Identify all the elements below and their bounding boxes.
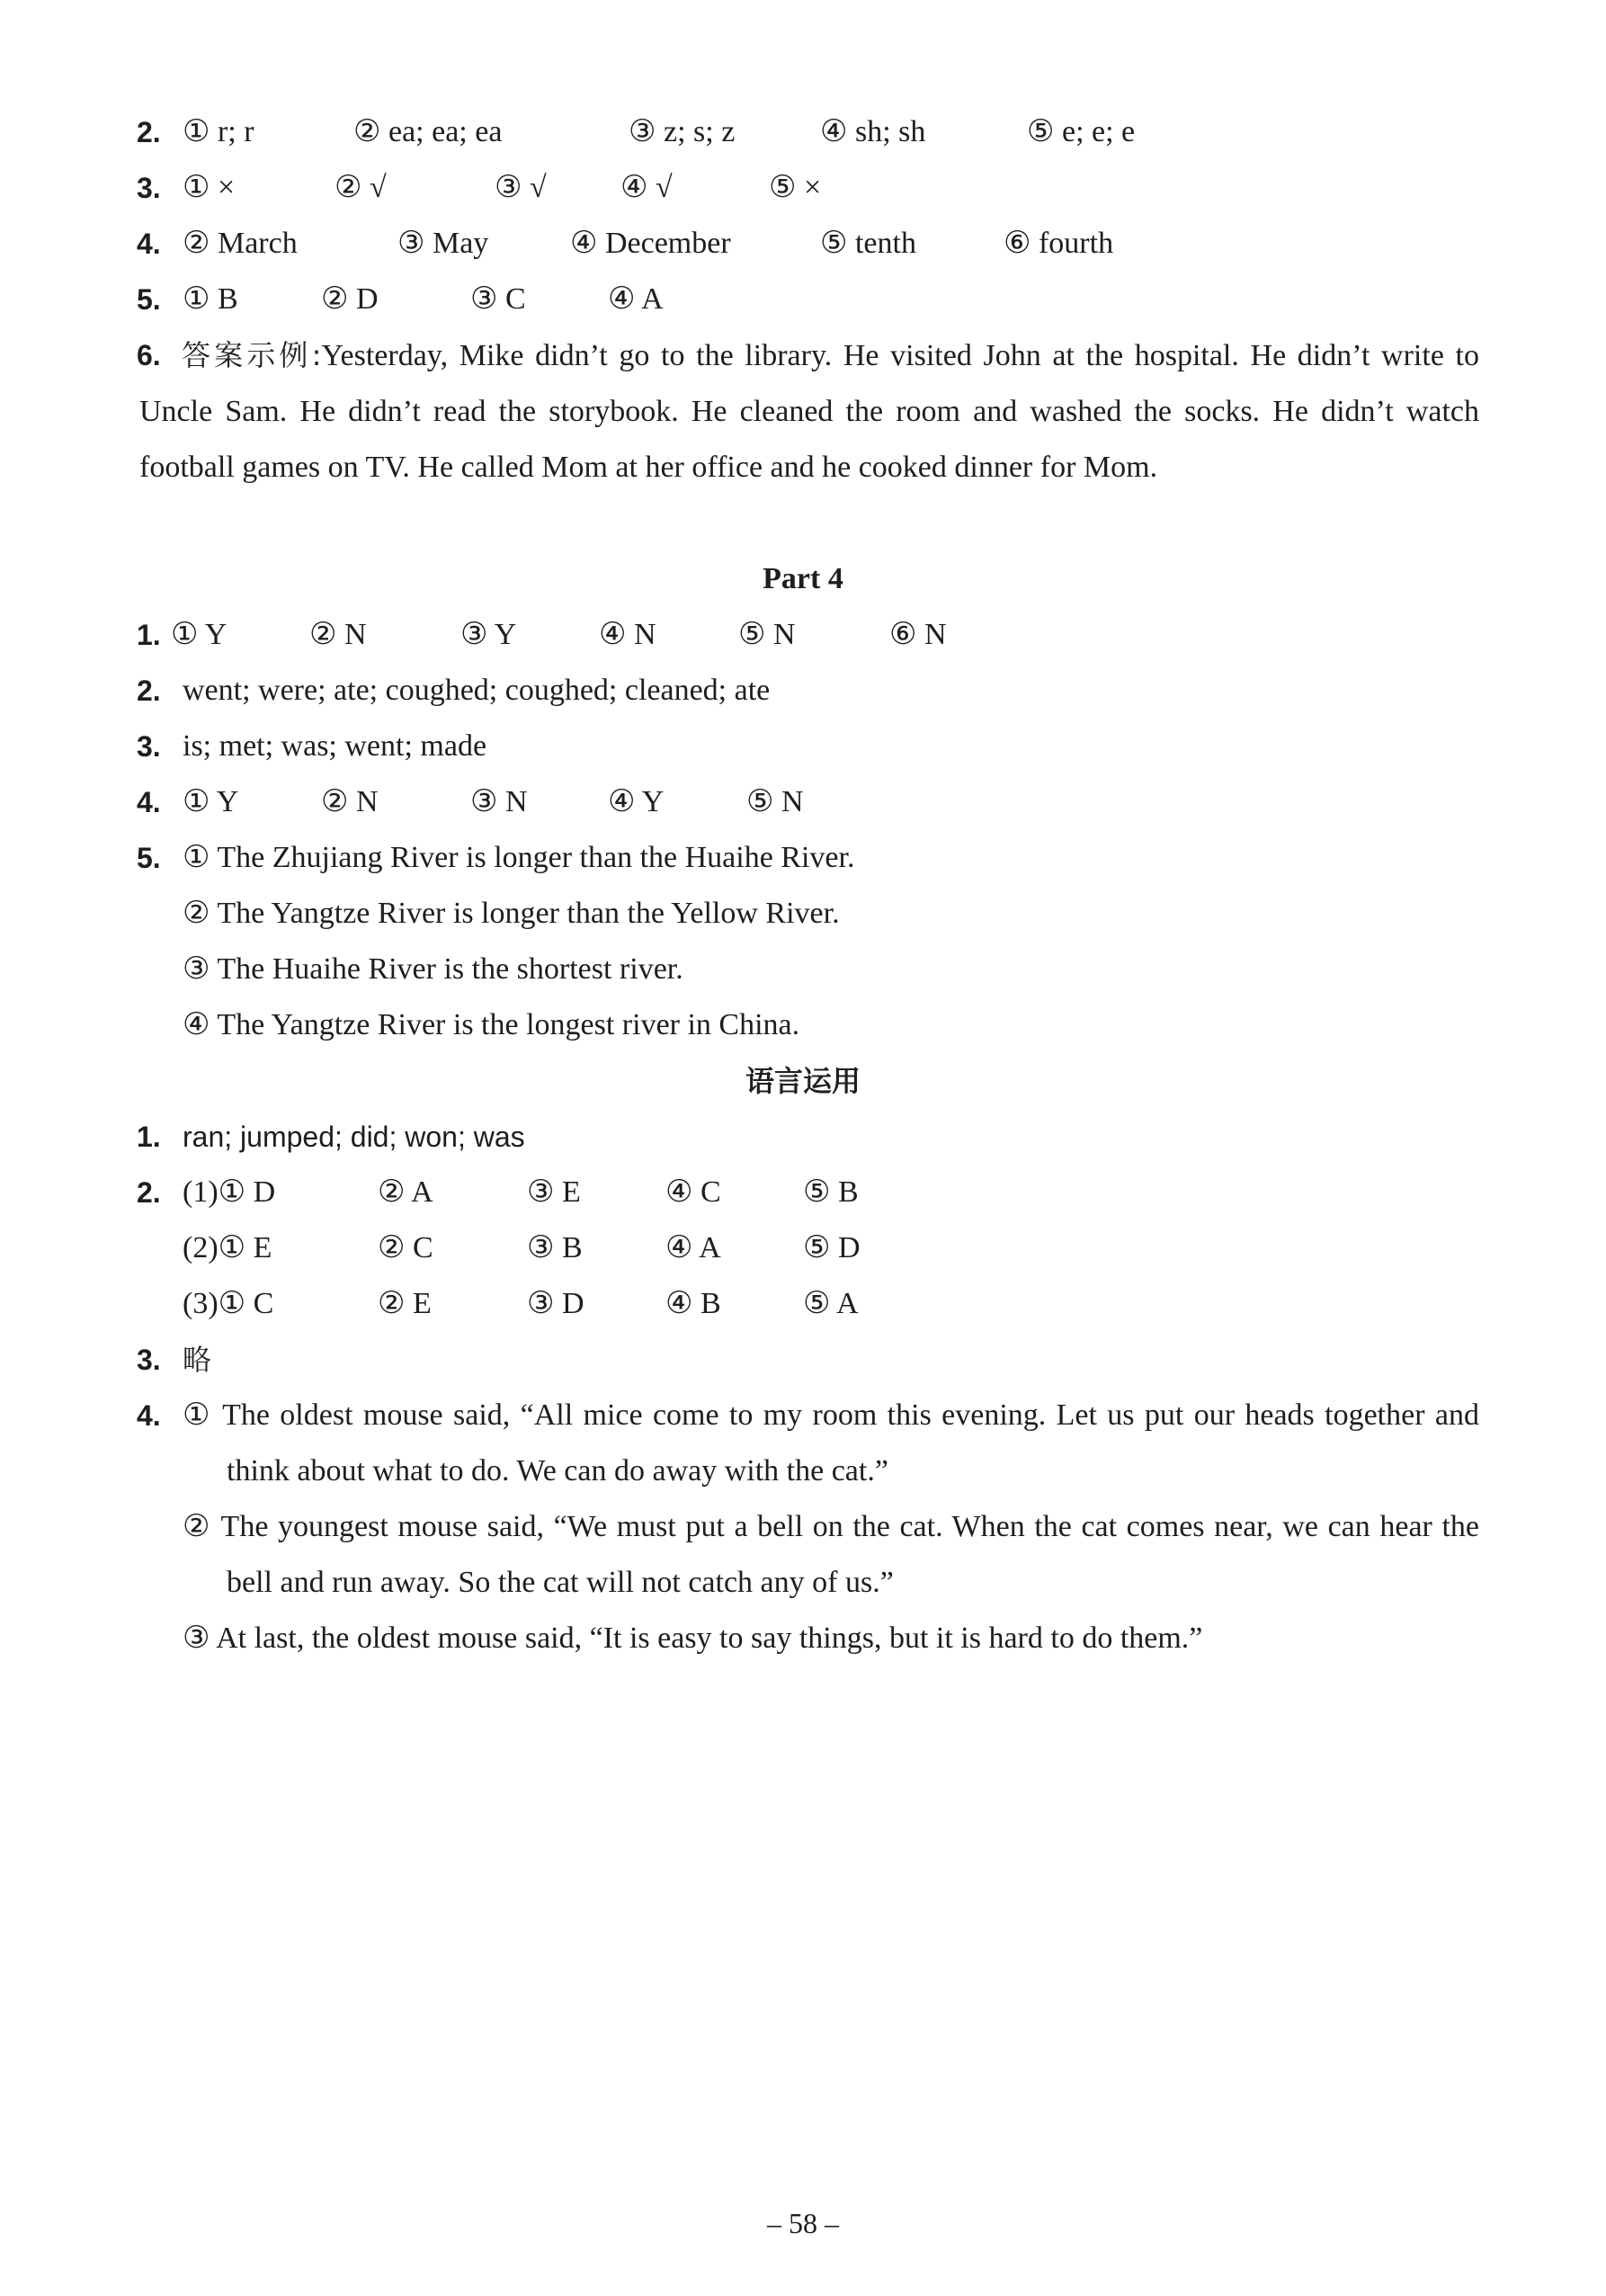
question-number: 3. bbox=[137, 1344, 161, 1376]
answer-sentence: ④ The Yangtze River is the longest river in China. bbox=[183, 1008, 800, 1041]
answer-item: ⑤ e; e; e bbox=[1027, 115, 1136, 148]
answer-item: ③ E bbox=[527, 1175, 581, 1209]
question-number: 2. bbox=[137, 116, 161, 148]
answer-item: ② C bbox=[378, 1231, 433, 1264]
answer-item: ① B bbox=[183, 282, 238, 316]
question-number: 3. bbox=[137, 172, 161, 204]
answer-item: ④ N bbox=[599, 618, 656, 651]
answer-item: ⑤ N bbox=[738, 618, 796, 651]
story-answer-1: ① The oldest mouse said, “All mice come to my room this evening. Let us put our heads together and think about what to do. We can do away with the cat.” bbox=[183, 1398, 1479, 1487]
answer-item: ⑤ tenth bbox=[820, 227, 916, 260]
answer-item: ① Y bbox=[183, 785, 239, 818]
question-number: 3. bbox=[137, 730, 161, 763]
answer-item: ④ December bbox=[570, 227, 731, 260]
answer-item: ③ D bbox=[527, 1287, 584, 1320]
answer-item: ④ C bbox=[665, 1175, 721, 1209]
answer-item: (1)① D bbox=[183, 1175, 276, 1209]
question-number: 4. bbox=[137, 1399, 161, 1432]
sample-answer-label: 答案示例: bbox=[182, 338, 322, 372]
answer-item: ① r; r bbox=[183, 115, 254, 148]
answer-item: ② March bbox=[183, 227, 298, 260]
answer-item: ② A bbox=[378, 1175, 433, 1209]
answer-item: ④ Y bbox=[608, 785, 665, 818]
answer-item: ② D bbox=[321, 282, 379, 316]
answer-item: ② N bbox=[321, 785, 379, 818]
answer-item: ④ sh; sh bbox=[820, 115, 926, 148]
answer-text: is; met; was; went; made bbox=[183, 729, 487, 763]
answer-item: ⑤ A bbox=[803, 1287, 859, 1320]
answer-text: 略 bbox=[183, 1343, 212, 1377]
answer-sentence: ③ The Huaihe River is the shortest river. bbox=[183, 952, 683, 986]
answer-item: ② E bbox=[378, 1287, 432, 1320]
answer-item: ② N bbox=[309, 618, 367, 651]
sample-answer-paragraph bbox=[139, 327, 1479, 496]
answer-sentence: ① The Zhujiang River is longer than the Huaihe River. bbox=[183, 841, 855, 874]
answer-item: ③ C bbox=[470, 282, 526, 316]
answer-item: ③ z; s; z bbox=[629, 115, 736, 148]
question-number: 4. bbox=[137, 228, 161, 260]
answer-sentence: ② The Yangtze River is longer than the Yellow River. bbox=[183, 897, 840, 930]
answer-item: ③ Y bbox=[460, 618, 517, 651]
answer-item: ⑤ × bbox=[769, 171, 822, 204]
answer-item: ⑤ D bbox=[803, 1231, 861, 1264]
page-number: – 58 – bbox=[767, 2207, 839, 2239]
answer-item: ① × bbox=[183, 171, 236, 204]
answer-text: went; were; ate; coughed; coughed; cleaned; ate bbox=[183, 674, 771, 707]
sample-answer-text: Yesterday, Mike didn’t go to the library. He visited John at the hospital. He didn’t write to Uncle Sam. He didn’t read the storybook. He cleaned the room and washed the socks. He didn’t watch football games on TV. He called Mom at her office and he cooked dinner for Mom. bbox=[139, 339, 1479, 484]
answer-item: ① Y bbox=[171, 618, 228, 651]
answer-item: ③ May bbox=[397, 227, 489, 260]
question-number: 6. bbox=[137, 339, 161, 371]
answer-item: ⑥ fourth bbox=[1004, 227, 1114, 260]
story-answer-3: ③ At last, the oldest mouse said, “It is easy to say things, but it is hard to do them.” bbox=[183, 1621, 1203, 1655]
question-number: 5. bbox=[137, 842, 161, 874]
answer-item: ④ A bbox=[608, 282, 664, 316]
answer-item: ④ √ bbox=[620, 171, 673, 204]
answer-text: ran; jumped; did; won; was bbox=[183, 1121, 525, 1153]
question-number: 5. bbox=[137, 283, 161, 316]
question-number: 1. bbox=[137, 619, 161, 651]
answer-item: ⑤ B bbox=[803, 1175, 859, 1209]
story-answer-2: ② The youngest mouse said, “We must put a bell on the cat. When the cat comes near, we can hear the bell and run away. So the cat will not catch any of us.” bbox=[183, 1510, 1479, 1599]
answer-item: (3)① C bbox=[183, 1287, 274, 1320]
answer-item: ③ N bbox=[470, 785, 528, 818]
section-heading-part4: Part 4 bbox=[763, 562, 843, 595]
question-number: 2. bbox=[137, 675, 161, 707]
section-heading-language-use: 语言运用 bbox=[745, 1064, 861, 1098]
question-number: 2. bbox=[137, 1176, 161, 1209]
answer-item: ③ B bbox=[527, 1231, 583, 1264]
answer-item: ⑤ N bbox=[746, 785, 804, 818]
answer-item: (2)① E bbox=[183, 1231, 272, 1264]
answer-item: ② ea; ea; ea bbox=[353, 115, 503, 148]
answer-item: ④ B bbox=[665, 1287, 721, 1320]
answer-item: ④ A bbox=[665, 1231, 721, 1264]
question-number: 1. bbox=[137, 1121, 161, 1153]
answer-item: ⑥ N bbox=[889, 618, 947, 651]
answer-item: ② √ bbox=[335, 171, 387, 204]
question-number: 4. bbox=[137, 786, 161, 818]
answer-item: ③ √ bbox=[495, 171, 547, 204]
